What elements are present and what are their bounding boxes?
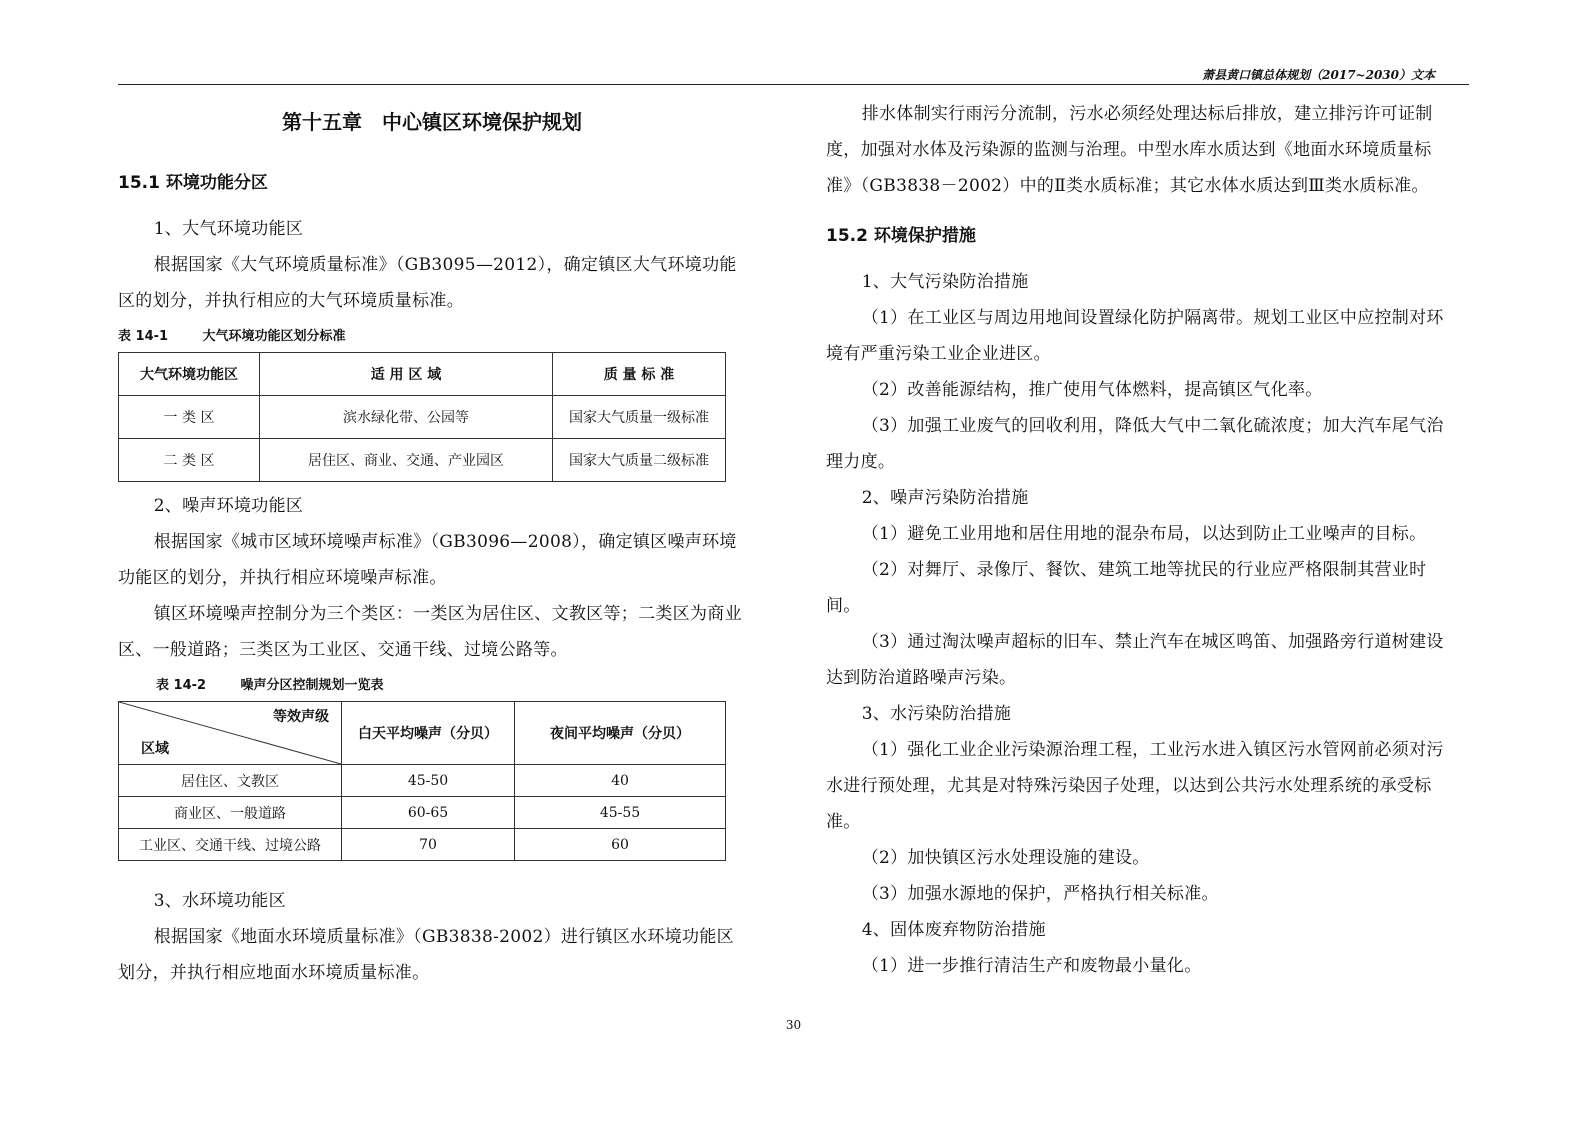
diagonal-top-label: 等效声级 xyxy=(273,709,329,725)
table-cell: 二 类 区 xyxy=(119,439,260,482)
list-item: （3）通过淘汰噪声超标的旧车、禁止汽车在城区鸣笛、加强路旁行道树建设达到防治道路噪声污染。 xyxy=(826,632,1444,688)
spacer xyxy=(118,861,746,883)
table-row xyxy=(119,439,726,482)
table1-caption-title: 大气环境功能区划分标准 xyxy=(202,329,346,344)
table-cell: 60-65 xyxy=(342,797,515,829)
drainage-paragraph: 排水体制实行雨污分流制，污水必须经处理达标后排放，建立排污许可证制度，加强对水体及污染源的监测与治理。中型水库水质达到《地面水环境质量标准》（GB3838－2002）中的Ⅱ类水质标准；其它水体水质达到Ⅲ类水质标准。 xyxy=(826,104,1433,196)
list-item: （1）强化工业企业污染源治理工程，工业污水进入镇区污水管网前必须对污水进行预处理，尤其是对特殊污染因子处理，以达到公共污水处理系统的承受标准。 xyxy=(826,740,1444,832)
table-header-cell: 大气环境功能区 xyxy=(119,353,260,396)
list-item: （2）对舞厅、录像厅、餐饮、建筑工地等扰民的行业应严格限制其营业时间。 xyxy=(826,560,1427,616)
table-cell: 居住区、商业、交通、产业园区 xyxy=(260,439,553,482)
table-cell: 商业区、一般道路 xyxy=(119,797,342,829)
table-header-row xyxy=(119,353,726,396)
water-function-paragraph: 根据国家《地面水环境质量标准》（GB3838-2002）进行镇区水环境功能区划分，并执行相应地面水环境质量标准。 xyxy=(118,927,734,983)
table-header-cell: 白天平均噪声（分贝） xyxy=(342,702,515,765)
table1-caption xyxy=(118,325,746,344)
list-item: （1）避免工业用地和居住用地的混杂布局，以达到防止工业噪声的目标。 xyxy=(861,524,1427,544)
diagonal-bottom-label: 区域 xyxy=(141,741,169,757)
table-cell: 70 xyxy=(342,829,515,861)
table-header-cell: 适 用 区 域 xyxy=(260,353,553,396)
header-rule xyxy=(118,84,1469,85)
table-cell: 居住区、文教区 xyxy=(119,765,342,797)
section-title-15-2: 15.2 环境保护措施 xyxy=(826,226,976,246)
table-cell: 滨水绿化带、公园等 xyxy=(260,396,553,439)
noise-control-table xyxy=(118,701,726,861)
chapter-title: 第十五章 中心镇区环境保护规划 xyxy=(282,110,582,134)
table-header-cell: 质 量 标 准 xyxy=(553,353,726,396)
list-item: （2）加快镇区污水处理设施的建设。 xyxy=(861,848,1150,868)
list-item: （1）在工业区与周边用地间设置绿化防护隔离带。规划工业区中应控制对环境有严重污染工业企业进区。 xyxy=(826,308,1444,364)
air-measures-heading: 1、大气污染防治措施 xyxy=(861,272,1029,292)
list-item: （2）改善能源结构，推广使用气体燃料，提高镇区气化率。 xyxy=(861,380,1323,400)
list-item: （3）加强工业废气的回收利用，降低大气中二氧化硫浓度；加大汽车尾气治理力度。 xyxy=(826,416,1444,472)
table-cell: 国家大气质量二级标准 xyxy=(553,439,726,482)
running-header: 萧县黄口镇总体规划（2017~2030）文本 xyxy=(1202,68,1435,82)
table-cell: 60 xyxy=(515,829,726,861)
air-function-paragraph: 根据国家《大气环境质量标准》（GB3095—2012），确定镇区大气环境功能区的划分，并执行相应的大气环境质量标准。 xyxy=(118,255,737,311)
table-cell: 45-55 xyxy=(515,797,726,829)
noise-function-heading: 2、噪声环境功能区 xyxy=(153,496,304,516)
page-number: 30 xyxy=(785,1018,802,1032)
table-cell: 国家大气质量一级标准 xyxy=(553,396,726,439)
air-function-table xyxy=(118,352,726,482)
table-cell: 一 类 区 xyxy=(119,396,260,439)
solid-waste-heading: 4、固体废弃物防治措施 xyxy=(861,920,1046,940)
list-item: （3）加强水源地的保护，严格执行相关标准。 xyxy=(861,884,1219,904)
water-function-heading: 3、水环境功能区 xyxy=(153,891,286,911)
table-row xyxy=(119,797,726,829)
air-function-heading: 1、大气环境功能区 xyxy=(153,219,304,239)
table-header-row xyxy=(119,702,726,765)
noise-function-paragraph-1: 根据国家《城市区域环境噪声标准》（GB3096—2008），确定镇区噪声环境功能区的划分，并执行相应环境噪声标准。 xyxy=(118,532,737,588)
table-cell: 40 xyxy=(515,765,726,797)
right-column xyxy=(826,96,1454,984)
list-item: （1）进一步推行清洁生产和废物最小量化。 xyxy=(861,956,1202,976)
noise-measures-heading: 2、噪声污染防治措施 xyxy=(861,488,1029,508)
section-title-15-1: 15.1 环境功能分区 xyxy=(118,173,268,193)
noise-function-paragraph-2: 镇区环境噪声控制分为三个类区：一类区为居住区、文教区等；二类区为商业区、一般道路；三类区为工业区、交通干线、过境公路等。 xyxy=(118,604,742,660)
table-row xyxy=(119,829,726,861)
table-header-cell: 夜间平均噪声（分贝） xyxy=(515,702,726,765)
table-row xyxy=(119,765,726,797)
water-measures-heading: 3、水污染防治措施 xyxy=(861,704,1012,724)
table2-caption xyxy=(118,674,746,693)
table-cell: 工业区、交通干线、过境公路 xyxy=(119,829,342,861)
table-row xyxy=(119,396,726,439)
table1-caption-number: 表 14-1 xyxy=(118,329,169,344)
table-cell: 45-50 xyxy=(342,765,515,797)
table2-caption-title: 噪声分区控制规划一览表 xyxy=(240,678,384,693)
left-column xyxy=(118,96,746,991)
diagonal-header-cell xyxy=(119,702,342,765)
table2-caption-number: 表 14-2 xyxy=(156,678,207,693)
